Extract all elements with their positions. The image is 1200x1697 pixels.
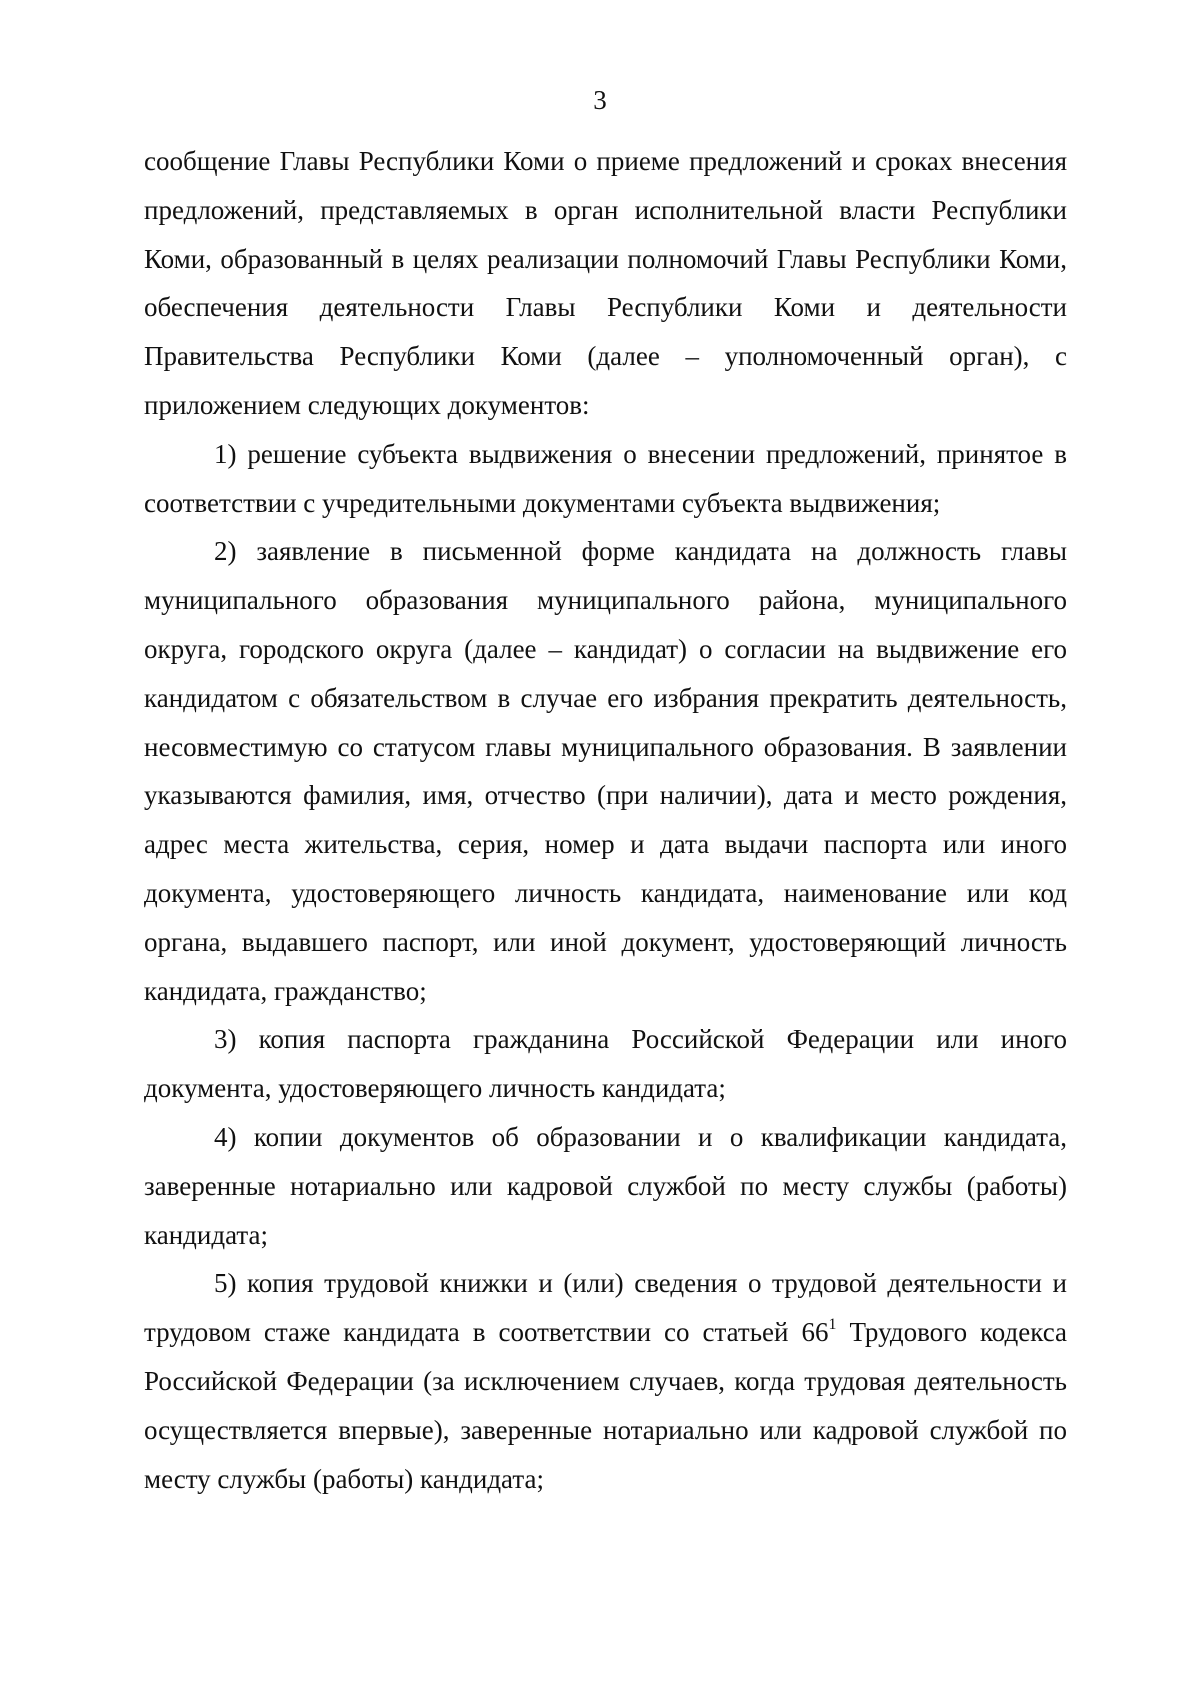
list-item-5-text-before: 5) копия трудовой книжки и (или) сведения о трудовой деятельности и трудовом стаже кандидата в соответствии со статьей 66 bbox=[144, 1268, 1067, 1348]
document-body bbox=[144, 137, 1067, 1503]
list-item-5 bbox=[144, 1259, 1067, 1503]
list-item-2: 2) заявление в письменной форме кандидата на должность главы муниципального образования муниципального района, муниципального округа, городского округа (далее – кандидат) о согласии на выдвижение его кандидатом с обязательством в случае его избрания прекратить деятельность, несовместимую со статусом главы муниципального образования. В заявлении указываются фамилия, имя, отчество (при наличии), дата и место рождения, адрес места жительства, серия, номер и дата выдачи паспорта или иного документа, удостоверяющего личность кандидата, наименование или код органа, выдавшего паспорт, или иной документ, удостоверяющий личность кандидата, гражданство; bbox=[144, 536, 1067, 1006]
list-item-4: 4) копии документов об образовании и о квалификации кандидата, заверенные нотариально или кадровой службой по месту службы (работы) кандидата; bbox=[144, 1121, 1067, 1250]
list-item-5-text-after: Трудового кодекса Российской Федерации (за исключением случаев, когда трудовая деятельность осуществляется впервые), заверенные нотариально или кадровой службой по месту службы (работы) кандидата; bbox=[144, 1317, 1067, 1494]
list-item-1: 1) решение субъекта выдвижения о внесении предложений, принятое в соответствии с учредительными документами субъекта выдвижения; bbox=[144, 438, 1067, 518]
paragraph-intro: сообщение Главы Республики Коми о приеме предложений и сроках внесения предложений, представляемых в орган исполнительной власти Республики Коми, образованный в целях реализации полномочий Главы Республики Коми, обеспечения деятельности Главы Республики Коми и деятельности Правительства Республики Коми (далее – уполномоченный орган), с приложением следующих документов: bbox=[144, 146, 1067, 420]
list-item-3: 3) копия паспорта гражданина Российской Федерации или иного документа, удостоверяющего личность кандидата; bbox=[144, 1024, 1067, 1104]
page-number: 3 bbox=[593, 85, 607, 115]
article-superscript: 1 bbox=[828, 1316, 837, 1334]
